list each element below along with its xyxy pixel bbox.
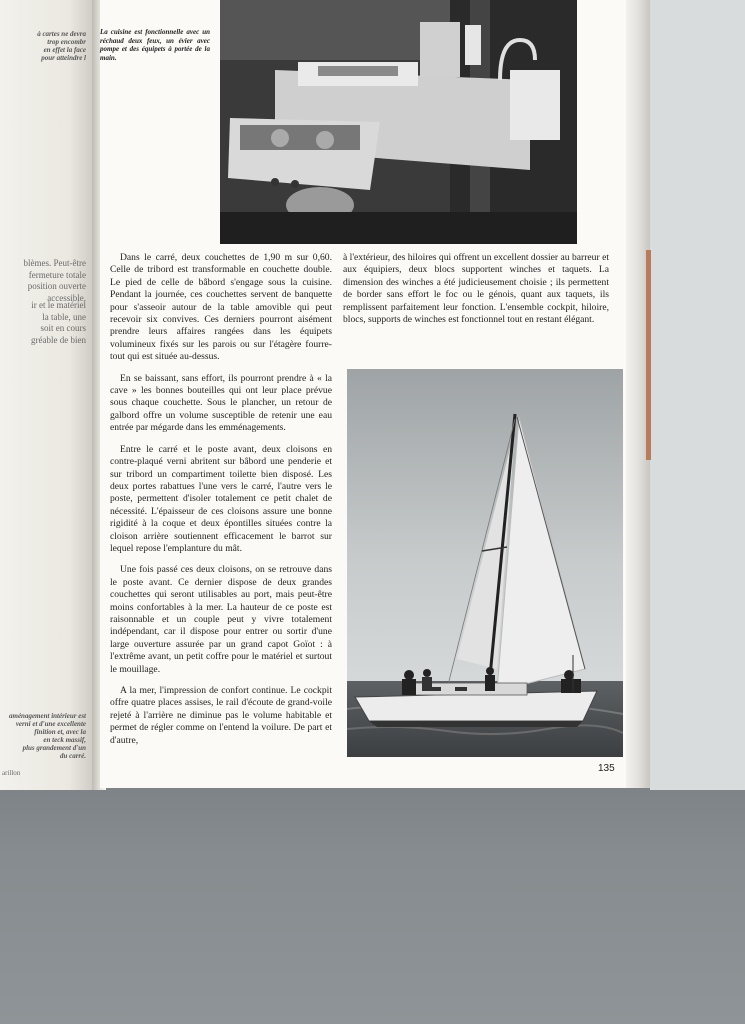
facing-page-caption: à cartes ne devra trop encombr en effet la face pour atteindre l [37, 30, 86, 62]
facing-page-text: ir et le matériel la table, une soit en cours gréable de bien [31, 300, 86, 345]
edge-color-strip [646, 250, 651, 460]
galley-photo [220, 0, 577, 244]
article-paragraph: Une fois passé ces deux cloisons, on se retrouve dans le poste avant. Ce dernier dispose de deux grandes couchettes qui seront utilisables au port, mais peut-être moins confortables à la mer. La hauteur de ce poste est raisonnable et un couple peut y vivre totalement indépendant, car il dispose pour entrer ou sortir d'une large ouverture assurée par un grand capot Goïot : à l'extrême avant, un petit coffre pour le matériel et surtout le mouillage. [110, 564, 332, 675]
sailboat-photo [347, 369, 623, 757]
scanner-background-right [650, 0, 745, 790]
article-paragraph: Dans le carré, deux couchettes de 1,90 m sur 0,60. Celle de tribord est transformable en couchette double. Le pied de celle de bâbord s'engage sous la cuisine. Pendant la journée, ces couchettes servent de banquette pour s'asseoir autour de la table amovible qui peut recevoir six convives. Ces derniers pourront aisément prendre leurs affaires rangées dans les équipets volumineux fixés sur les parois ou sur l'étagère fourre-tout qui est située au-dessus. [110, 252, 332, 363]
scanner-background [0, 785, 745, 1024]
article-paragraph: à l'extérieur, des hiloires qui offrent un excellent dossier au barreur et aux équipiers, deux blocs supportent winches et taquets. La dimension des winches a été judicieusement choisie ; ils permettent de border sans effort le foc ou le génois, quant aux taquets, ils remplissent parfaitement leur fonction. L'ensemble cockpit, hiloire, blocs, supports de winches est fonctionnel tout en restant élégant. [343, 252, 609, 326]
article-column-right [343, 252, 609, 335]
facing-page-caption: aménagement intérieur est verni et d'une excellente finition et, avec la en teck massif, plus grandement d'un du carré. [9, 712, 86, 760]
article-paragraph: En se baissant, sans effort, ils pourront prendre à « la cave » les bonnes bouteilles qui ont leur place prévue sous chaque couchette. Sous le plancher, un retour de galbord offre un volume susceptible de retenir une eau entrée par mégarde dans les emménagements. [110, 372, 332, 434]
page-edge [626, 0, 650, 788]
page-number: 135 [598, 763, 615, 774]
facing-page-text: blèmes. Peut-être fermeture totale position ouverte accessible. [23, 258, 86, 303]
article-paragraph: Entre le carré et le poste avant, deux cloisons en contre-plaqué verni abritent sur bâbord une penderie et sur tribord un compartiment toilette bien disposé. Les deux portes rabattues l'une vers le carré, l'autre vers le poste, permettent d'isoler totalement ce petit chalet de nécessité. L'épaisseur de ces cloisons assure une bonne rigidité à la coque et deux épontilles situées contre la cloison arrière soutiennent efficacement le barrot sur lequel repose l'emplanture du mât. [110, 443, 332, 554]
galley-photo-image [220, 0, 577, 244]
article-paragraph: A la mer, l'impression de confort continue. Le cockpit offre quatre places assises, le rail d'écoute de grand-voile rejeté à l'arrière ne diminue pas le volume habitable et permet de régler comme on l'entend la voilure. De part et d'autre, [110, 685, 332, 746]
facing-page-footer: arillon [2, 769, 21, 777]
article-column-left [110, 252, 332, 756]
photo-caption: La cuisine est fonctionnelle avec un réchaud deux feux, un évier avec pompe et des équipets à portée de la main. [100, 28, 210, 62]
facing-page-fragment [0, 0, 98, 790]
sailboat-photo-image [347, 369, 623, 757]
